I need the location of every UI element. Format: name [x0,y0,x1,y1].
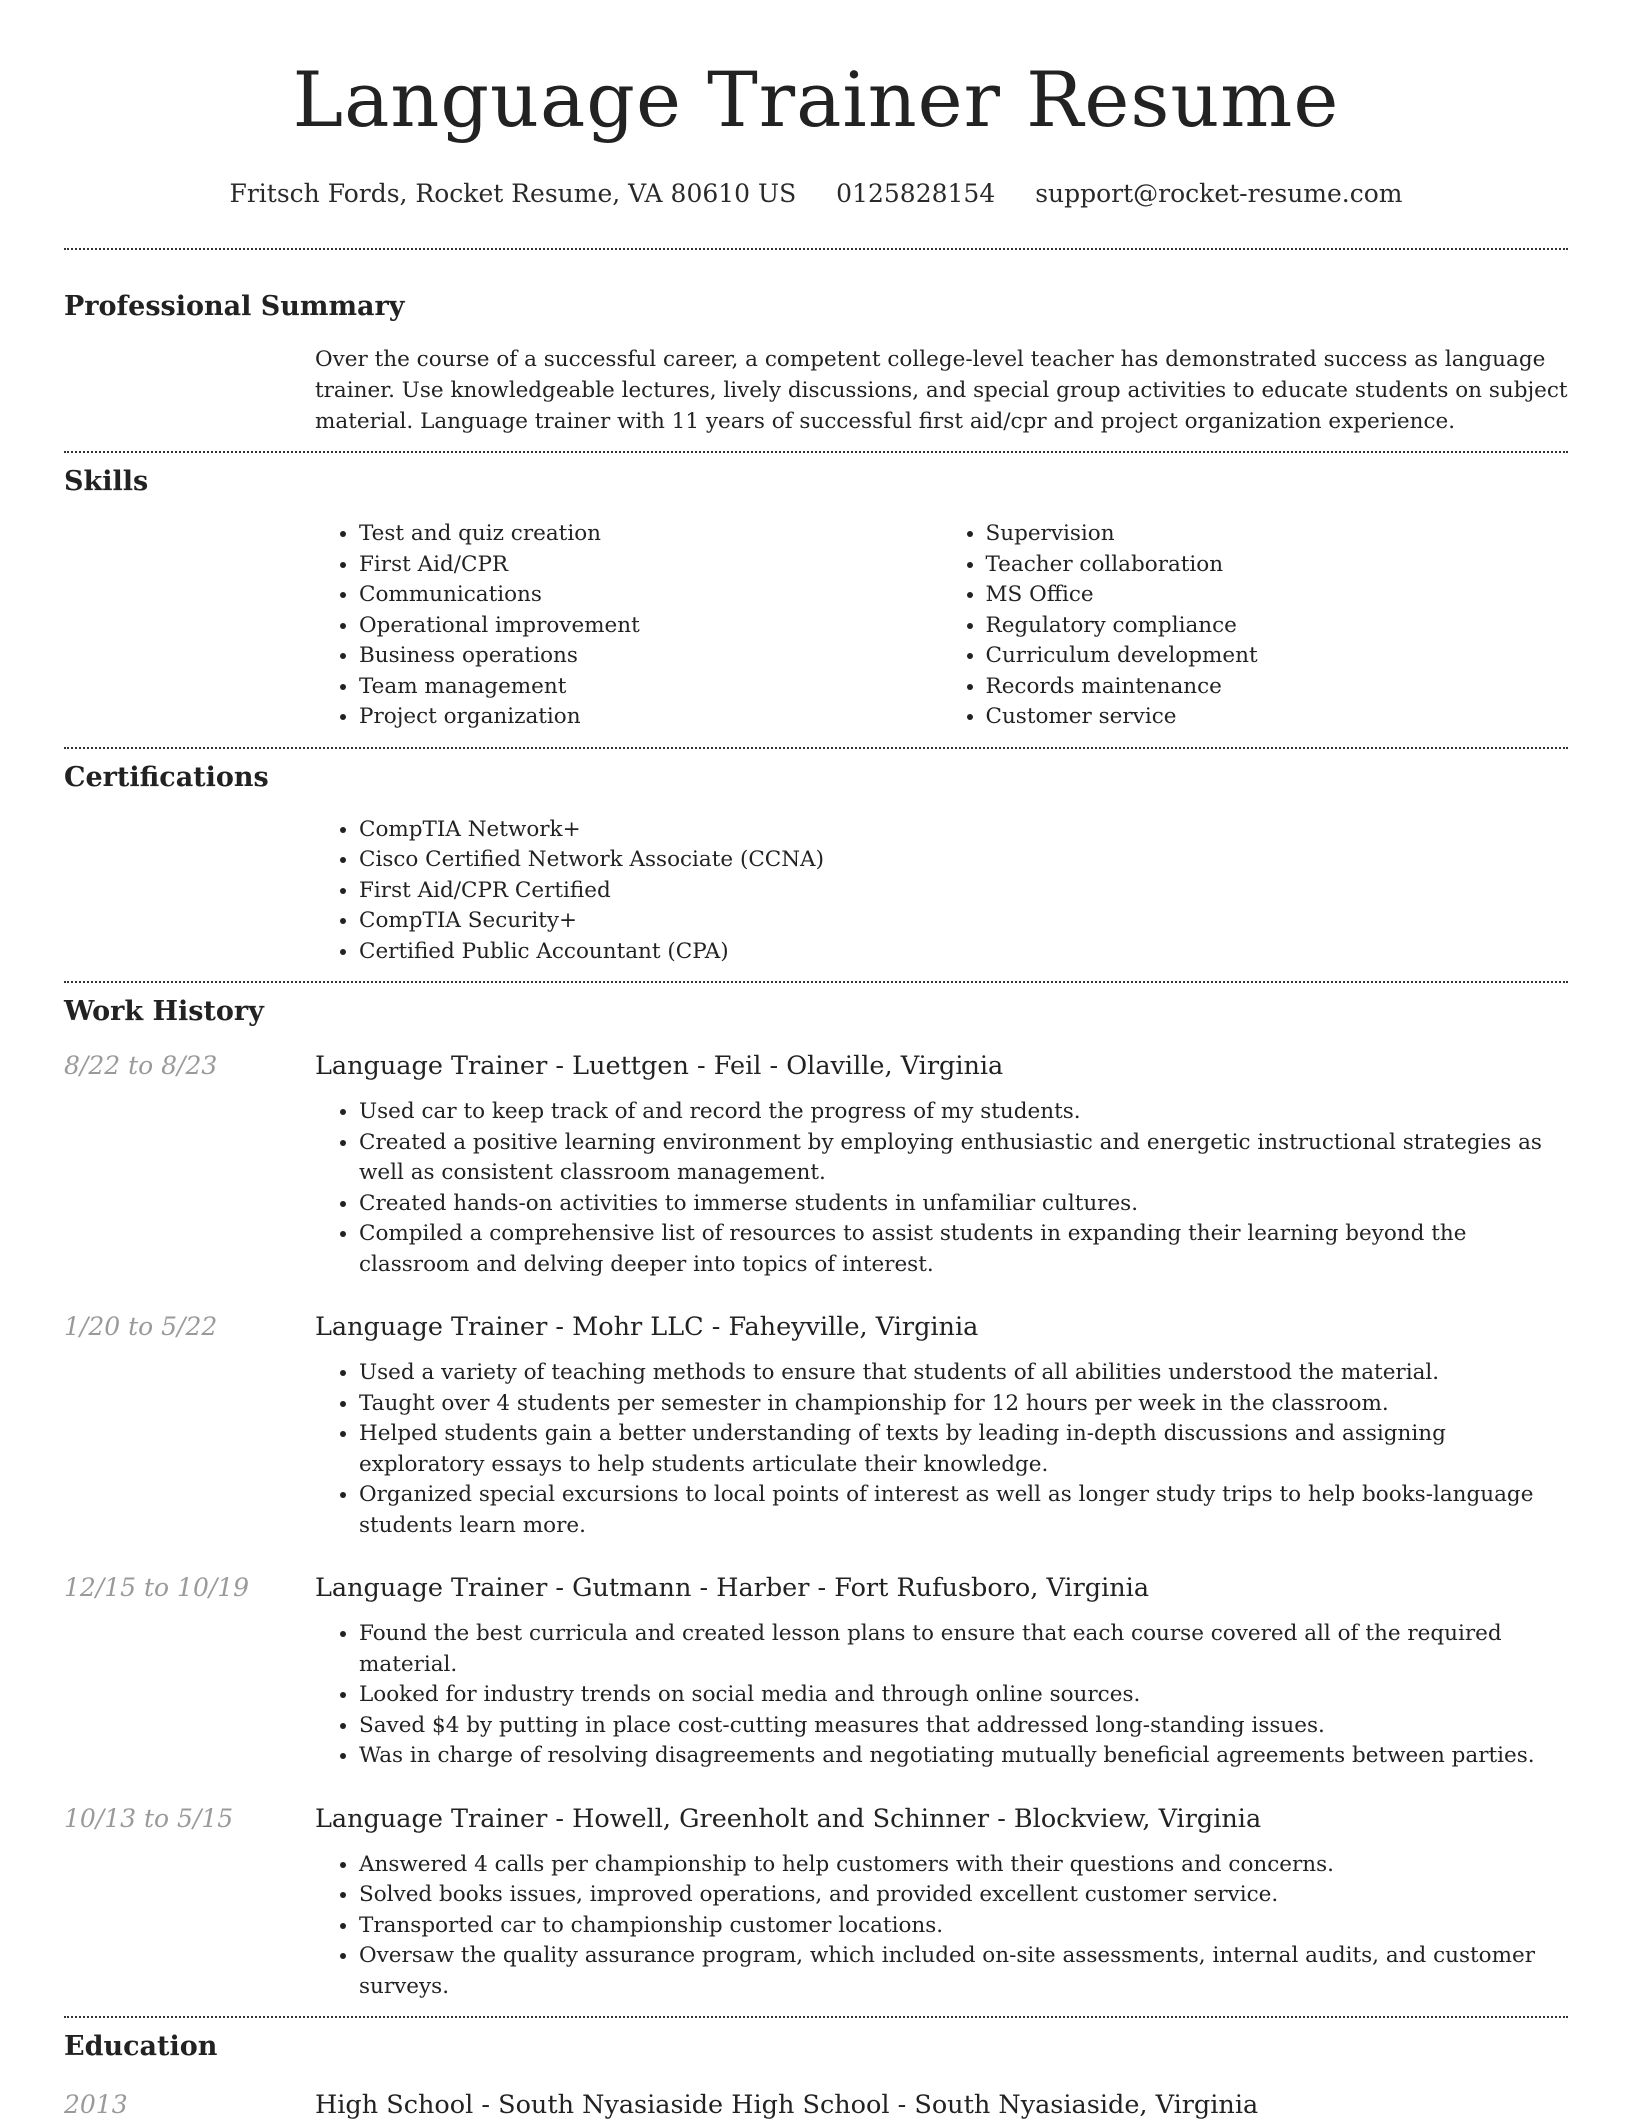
list-item: • Operational improvement [359,611,942,642]
list-item: • Used a variety of teaching methods to ensure that students of all abilities understood the material. [359,1358,1568,1389]
list-item: • CompTIA Security+ [359,906,1568,937]
divider [64,248,1568,250]
divider [64,2016,1568,2018]
contact-line [64,178,1568,210]
job-entry [64,1802,1568,2003]
list-item: • Team management [359,672,942,703]
list-item: • Cisco Certified Network Associate (CCNA) [359,845,1568,876]
list-item: • Saved $4 by putting in place cost-cutting measures that addressed long-standing issues. [359,1711,1568,1742]
job-dates: 10/13 to 5/15 [64,1803,234,1833]
list-item: • Certified Public Accountant (CPA) [359,937,1568,968]
education-year: 2013 [64,2090,128,2119]
contact-phone: 0125828154 [836,179,996,208]
list-item: • Found the best curricula and created lesson plans to ensure that each course covered all of the required material. [359,1619,1568,1680]
list-item: • Helped students gain a better understanding of texts by leading in-depth discussions and assigning exploratory essays to help students articulate their knowledge. [359,1419,1568,1480]
job-title: Language Trainer - Luettgen - Feil - Olaville, Virginia [315,1051,1004,1081]
page-title: Language Trainer Resume [292,55,1340,144]
list-item: • First Aid/CPR Certified [359,876,1568,907]
list-item: • Compiled a comprehensive list of resources to assist students in expanding their learning beyond the classroom and delving deeper into topics of interest. [359,1219,1568,1280]
list-item: • Taught over 4 students per semester in championship for 12 hours per week in the classroom. [359,1389,1568,1420]
list-item: • Created a positive learning environment by employing enthusiastic and energetic instructional strategies as well as consistent classroom management. [359,1128,1568,1189]
contact-address: Fritsch Fords, Rocket Resume, VA 80610 US [229,179,797,208]
list-item: • Solved books issues, improved operations, and provided excellent customer service. [359,1880,1568,1911]
education-title: High School - South Nyasiaside High School - South Nyasiaside, Virginia [315,2090,1259,2120]
list-item: • First Aid/CPR [359,550,942,581]
list-item: • Answered 4 calls per championship to help customers with their questions and concerns. [359,1850,1568,1881]
list-item: • Records maintenance [986,672,1569,703]
skills-column-left [315,519,942,733]
list-item: • Was in charge of resolving disagreements and negotiating mutually beneficial agreements between parties. [359,1741,1568,1772]
work-heading: Work History [64,996,264,1027]
certifications-list [315,815,1568,968]
job-dates: 8/22 to 8/23 [64,1051,218,1080]
skills-heading: Skills [64,466,149,497]
list-item: • Curriculum development [986,641,1569,672]
list-item: • Project organization [359,702,942,733]
list-item: • Supervision [986,519,1569,550]
list-item: • Test and quiz creation [359,519,942,550]
list-item: • Organized special excursions to local points of interest as well as longer study trips to help books-language students learn more. [359,1480,1568,1541]
skills-column-right [942,519,1569,733]
list-item: • Looked for industry trends on social media and through online sources. [359,1680,1568,1711]
list-item: • Customer service [986,702,1569,733]
summary-text: Over the course of a successful career, a competent college-level teacher has demonstrated success as language trainer. Use knowledgeable lectures, lively discussions, and special group activities to educate students on subject material. Language trainer with 11 years of successful first aid/cpr and project organization experience. [315,347,1568,434]
divider [64,747,1568,749]
list-item: • Teacher collaboration [986,550,1569,581]
job-dates: 12/15 to 10/19 [64,1573,250,1602]
divider [64,981,1568,983]
summary-heading: Professional Summary [64,291,405,322]
list-item: • Regulatory compliance [986,611,1569,642]
list-item: • CompTIA Network+ [359,815,1568,846]
list-item: • Used car to keep track of and record the progress of my students. [359,1097,1568,1128]
job-entry [64,1049,1568,1280]
contact-email: support@rocket-resume.com [1035,179,1403,208]
list-item: • Created hands-on activities to immerse students in unfamiliar cultures. [359,1189,1568,1220]
skills-list [315,519,1568,733]
education-entry [64,2088,1568,2122]
job-title: Language Trainer - Gutmann - Harber - Fort Rufusboro, Virginia [315,1573,1150,1603]
job-dates: 1/20 to 5/22 [64,1312,218,1341]
resume-page [64,0,1568,2122]
job-entry [64,1310,1568,1541]
job-title: Language Trainer - Howell, Greenholt and Schinner - Blockview, Virginia [315,1803,1262,1834]
education-heading: Education [64,2031,218,2062]
list-item: • Communications [359,580,942,611]
job-title: Language Trainer - Mohr LLC - Faheyville, Virginia [315,1312,979,1342]
list-item: • MS Office [986,580,1569,611]
job-entry [64,1571,1568,1772]
list-item: • Oversaw the quality assurance program, which included on-site assessments, internal audits, and customer surveys. [359,1941,1568,2002]
divider [64,451,1568,453]
list-item: • Business operations [359,641,942,672]
certifications-heading: Certifications [64,761,269,793]
list-item: • Transported car to championship customer locations. [359,1911,1568,1942]
